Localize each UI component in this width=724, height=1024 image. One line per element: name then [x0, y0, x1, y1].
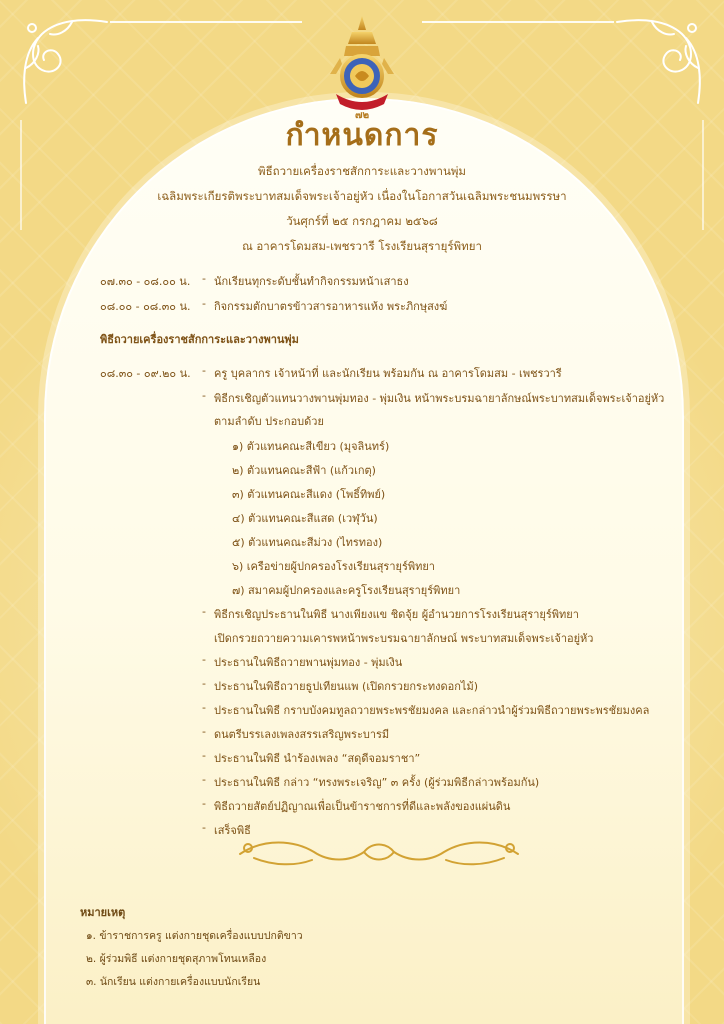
- subtitle-line-2: เฉลิมพระเกียรติพระบาทสมเด็จพระเจ้าอยู่หัว เนื่องในโอกาสวันเฉลิมพระชนมพรรษา: [157, 189, 567, 203]
- chair-line-1: พิธีกรเชิญประธานในพิธี นางเพียงแข ชิดจุ้ย ผู้อำนวยการโรงเรียนสุรายุร์พิทยา: [214, 608, 579, 621]
- step-dash: -: [202, 653, 206, 666]
- flourish-divider-icon: [234, 832, 524, 872]
- step-dash: -: [202, 701, 206, 714]
- step-text: พิธีถวายสัตย์ปฏิญาณเพื่อเป็นข้าราชการที่ดีและพลังของแผ่นดิน: [214, 800, 511, 813]
- step-dash: -: [202, 677, 206, 690]
- step-dash: -: [202, 725, 206, 738]
- chair-line-2: เปิดกรวยถวายความเคารพหน้าพระบรมฉายาลักษณ์ พระบาทสมเด็จพระเจ้าอยู่หัว: [214, 632, 594, 645]
- representative-item: ๓) ตัวแทนคณะสีแดง (โพธิ์ทิพย์): [232, 488, 386, 501]
- step-text: ประธานในพิธี กราบบังคมทูลถวายพระพรชัยมงคล และกล่าวนำผู้ร่วมพิธีถวายพระพรชัยมงคล: [214, 704, 650, 717]
- ceremony-dash: -: [202, 364, 206, 377]
- representative-item: ๒) ตัวแทนคณะสีฟ้า (แก้วเกตุ): [232, 464, 376, 477]
- note-item: ๒. ผู้ร่วมพิธี แต่งกายชุดสุภาพโทนเหลือง: [86, 953, 267, 965]
- representative-item: ๗) สมาคมผู้ปกครองและครูโรงเรียนสุรายุร์พิทยา: [232, 584, 461, 597]
- ceremony-time: ๐๘.๓๐ - ๐๙.๒๐ น.: [100, 367, 191, 380]
- schedule-time: ๐๘.๐๐ - ๐๘.๓๐ น.: [100, 300, 191, 313]
- schedule-text: กิจกรรมตักบาตรข้าวสารอาหารแห้ง พระภิกษุสงฆ์: [214, 300, 448, 313]
- step-text: ประธานในพิธีถวายธูปเทียนแพ (เปิดกรวยกระทงดอกไม้): [214, 680, 478, 693]
- notes-title: หมายเหตุ: [80, 906, 126, 919]
- top-frame-line-left: [110, 21, 302, 23]
- subtitle-line-1: พิธีถวายเครื่องราชสักการะและวางพานพุ่ม: [258, 164, 466, 178]
- chair-dash: -: [202, 605, 206, 618]
- step-text: ดนตรีบรรเลงเพลงสรรเสริญพระบารมี: [214, 728, 390, 741]
- section-title: พิธีถวายเครื่องราชสักการะและวางพานพุ่ม: [100, 333, 299, 346]
- step-dash: -: [202, 797, 206, 810]
- top-frame-line-right: [422, 21, 614, 23]
- step-dash: -: [202, 821, 206, 834]
- representative-item: ๖) เครือข่ายผู้ปกครองโรงเรียนสุรายุร์พิทยา: [232, 560, 435, 573]
- subtitle-line-3: วันศุกร์ที่ ๒๕ กรกฎาคม ๒๕๖๘: [286, 214, 438, 228]
- schedule-time: ๐๗.๓๐ - ๐๘.๐๐ น.: [100, 275, 191, 288]
- schedule-dash: -: [202, 297, 206, 310]
- representative-item: ๑) ตัวแทนคณะสีเขียว (มุจลินทร์): [232, 440, 390, 453]
- step-dash: -: [202, 773, 206, 786]
- note-item: ๑. ข้าราชการครู แต่งกายชุดเครื่องแบบปกติขาว: [86, 930, 303, 942]
- invite-dash: -: [202, 389, 206, 402]
- emblem-numeral: ๗๒: [354, 110, 370, 121]
- note-item: ๓. นักเรียน แต่งกายเครื่องแบบนักเรียน: [86, 976, 261, 988]
- invite-line-2: ตามลำดับ ประกอบด้วย: [214, 415, 324, 428]
- step-text: เสร็จพิธี: [214, 824, 251, 837]
- step-text: ประธานในพิธี กล่าว “ทรงพระเจริญ” ๓ ครั้ง (ผู้ร่วมพิธีกล่าวพร้อมกัน): [214, 776, 540, 789]
- representative-item: ๕) ตัวแทนคณะสีม่วง (ไทรทอง): [232, 536, 383, 549]
- representative-item: ๔) ตัวแทนคณะสีแสด (เวฬุวัน): [232, 512, 378, 525]
- page-title: กำหนดการ: [285, 118, 439, 153]
- invite-line-1: พิธีกรเชิญตัวแทนวางพานพุ่มทอง - พุ่มเงิน หน้าพระบรมฉายาลักษณ์พระบาทสมเด็จพระเจ้าอยู่หัว: [214, 392, 665, 405]
- schedule-text: นักเรียนทุกระดับชั้นทำกิจกรรมหน้าเสาธง: [214, 275, 409, 288]
- step-text: ประธานในพิธี นำร้องเพลง “สดุดีจอมราชา”: [214, 752, 421, 765]
- corner-ornament-left-icon: [12, 8, 122, 118]
- schedule-dash: -: [202, 272, 206, 285]
- corner-ornament-right-icon: [602, 8, 712, 118]
- royal-emblem-icon: [322, 14, 402, 124]
- subtitle-line-4: ณ อาคารโดมสม-เพชรวารี โรงเรียนสุรายุร์พิทยา: [242, 239, 482, 253]
- step-text: ประธานในพิธีถวายพานพุ่มทอง - พุ่มเงิน: [214, 656, 403, 669]
- ceremony-first: ครู บุคลากร เจ้าหน้าที่ และนักเรียน พร้อมกัน ณ อาคารโดมสม - เพชรวารี: [214, 367, 562, 380]
- step-dash: -: [202, 749, 206, 762]
